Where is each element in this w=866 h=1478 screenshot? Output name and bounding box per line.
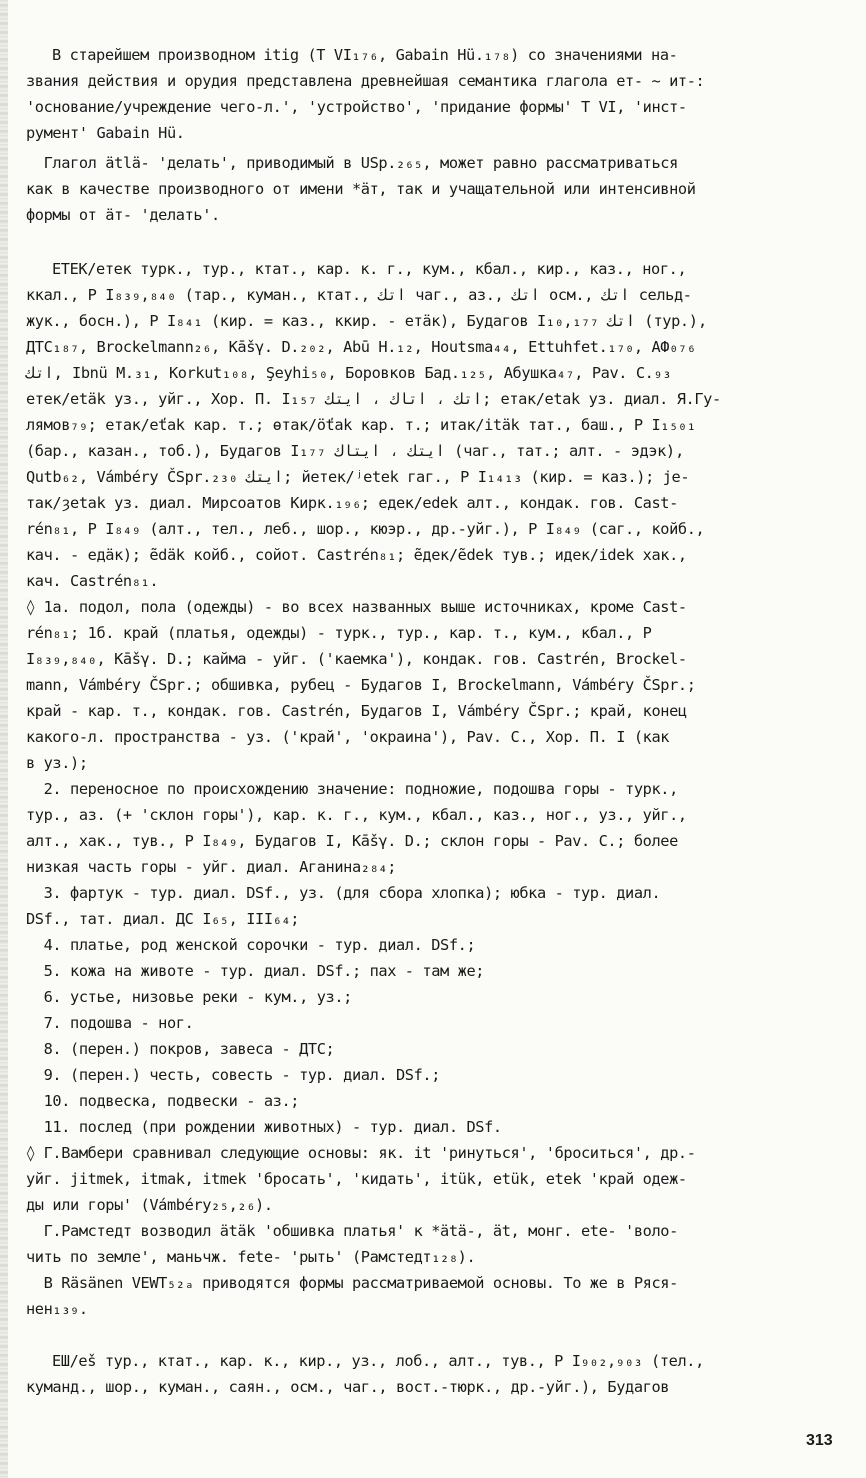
text-line: нен₁₃₉. — [26, 1300, 88, 1318]
text-line: румент' Gabain Hü. — [26, 124, 185, 142]
text-line: Глагол ätlä- 'делать', приводимый в USp.₂₆₅, может равно рассматриваться — [26, 154, 678, 172]
text-line: Qutb₆₂, Vámbéry ČSpr.₂₃₀ ايتك; йетек/ʲetek гаг., Р I₁₄₁₃ (кир. = каз.); je- — [26, 468, 690, 486]
text-line: DSf., тат. диал. ДС I₆₅, III₆₄; — [26, 910, 300, 928]
text-line: В Räsänen VEWT₅₂ₐ приводятся формы рассматриваемой основы. То же в Ряся- — [26, 1274, 678, 1292]
text-line: 10. подвеска, подвески - аз.; — [26, 1092, 300, 1110]
text-line: 2. переносное по происхождению значение: подножие, подошва горы - турк., — [26, 780, 678, 798]
text-line: В старейшем производном itig (Т VI₁₇₆, Gabain Hü.₁₇₈) со значениями на- — [52, 46, 678, 64]
text-line: ДТС₁₈₇, Brockelmann₂₆, Kāšγ. D.₂₀₂, Abū H.₁₂, Houtsma₄₄, Ettuhfet.₁₇₀, АФ₀₇₆ — [26, 338, 696, 356]
text-line: жук., босн.), Р I₈₄₁ (кир. = каз., ккир. - етäк), Будагов I₁₀,₁₇₇ اتك (тур.), — [26, 312, 708, 330]
text-line: 8. (перен.) покров, завеса - ДТС; — [26, 1040, 335, 1058]
text-line: rén₈₁, Р I₈₄₉ (алт., тел., леб., шор., кюэр., др.-уйг.), Р I₈₄₉ (саг., койб., — [26, 520, 705, 538]
entry-header-line: ЕШ/eš тур., ктат., кар. к., кир., уз., лоб., алт., тув., Р I₉₀₂,₉₀₃ (тел., — [52, 1352, 704, 1370]
text-line: звания действия и орудия представлена древнейшая семантика глагола ет- ~ ит-: — [26, 72, 705, 90]
text-line: rén₈₁; 1б. край (платья, одежды) - турк., тур., кар. т., кум., кбал., Р — [26, 624, 652, 642]
text-line: алт., хак., тув., Р I₈₄₉, Будагов I, Kāšγ. D.; склон горы - Pav. C.; более — [26, 832, 678, 850]
entry-header-line: ЕТЕК/етек турк., тур., ктат., кар. к. г., кум., кбал., кир., каз., ног., — [52, 260, 687, 278]
text-line: ды или горы' (Vámbéry₂₅,₂₆). — [26, 1196, 273, 1214]
text-line: 'основание/учреждение чего-л.', 'устройство', 'придание формы' Т VI, 'инст- — [26, 98, 687, 116]
text-line: край - кар. т., кондак. гов. Castrén, Будагов I, Vámbéry ČSpr.; край, конец — [26, 702, 687, 720]
text-line: ◊ 1а. подол, пола (одежды) - во всех названных выше источниках, кроме Cast- — [26, 598, 687, 616]
text-line: как в качестве производного от имени *äт, так и учащательной или интенсивной — [26, 180, 696, 198]
text-line: I₈₃₉,₈₄₀, Kāšγ. D.; кайма - уйг. ('каемка'), кондак. гов. Castrén, Brockel- — [26, 650, 687, 668]
text-line: в уз.); — [26, 754, 88, 772]
text-line: ккал., Р I₈₃₉,₈₄₀ (тар., куман., ктат., اتك чаг., аз., اتك осм., اتك сельд- — [26, 286, 692, 304]
text-line: mann, Vámbéry ČSpr.; обшивка, рубец - Будагов I, Brockelmann, Vámbéry ČSpr.; — [26, 676, 696, 694]
text-line: кач. Castrén₈₁. — [26, 572, 159, 590]
text-line: кач. - едäк); ẽdäk койб., сойот. Castrén₈₁; ẽдек/ẽdek тув.; идек/idek хак., — [26, 546, 687, 564]
text-line: уйг. jitmek, itmak, itmek 'бросать', 'кидать', itük, etük, etek 'край одеж- — [26, 1170, 687, 1188]
text-line: 9. (перен.) честь, совесть - тур. диал. DSf.; — [26, 1066, 441, 1084]
text-line: формы от äт- 'делать'. — [26, 206, 220, 224]
text-line: ◊ Г.Вамбери сравнивал следующие основы: як. it 'ринуться', 'броситься', др.- — [26, 1144, 696, 1162]
text-line: низкая часть горы - уйг. диал. Аганина₂₈₄; — [26, 858, 396, 876]
text-line: етек/etäk уз., уйг., Хор. П. I₁₅₇ اتك ، اتاك ، ايتك; етак/etak уз. диал. Я.Гу- — [26, 390, 721, 408]
text-line: какого-л. пространства - уз. ('край', 'окраина'), Pav. C., Хор. П. I (как — [26, 728, 670, 746]
page-number: 313 — [806, 1432, 833, 1449]
text-line: Г.Рамстедт возводил ätäk 'обшивка платья' к *ätä-, ät, монг. ete- 'воло- — [26, 1222, 678, 1240]
text-line: 6. устье, низовье реки - кум., уз.; — [26, 988, 352, 1006]
text-line: 5. кожа на животе - тур. диал. DSf.; пах - там же; — [26, 962, 485, 980]
text-line: тур., аз. (+ 'склон горы'), кар. к. г., кум., кбал., каз., ног., уз., уйг., — [26, 806, 687, 824]
text-line: чить по земле', маньчж. fete- 'рыть' (Рамстедт₁₂₈). — [26, 1248, 476, 1266]
text-line: лямов₇₉; етак/eťak кар. т.; өтак/öťak кар. т.; итак/itäk тат., баш., Р I₁₅₀₁ — [26, 416, 696, 434]
text-line: 4. платье, род женской сорочки - тур. диал. DSf.; — [26, 936, 476, 954]
text-line: اتك, Ibnü M.₃₁, Korkut₁₀₈, Şeyhi₅₀, Боровков Бад.₁₂₅, Абушка₄₇, Pav. C.₉₃ — [26, 364, 672, 382]
text-line: куманд., шор., куман., саян., осм., чаг., вост.-тюрк., др.-уйг.), Будагов — [26, 1378, 670, 1396]
text-line: (бар., казан., тоб.), Будагов I₁₇₇ ايتك ، ايتاك (чаг., тат.; алт. - эдэк), — [26, 442, 685, 460]
text-line: 7. подошва - ног. — [26, 1014, 194, 1032]
text-line: так/ȝetak уз. диал. Мирсоатов Кирк.₁₉₆; едек/edek алт., кондак. гов. Cast- — [26, 494, 678, 512]
text-line: 11. послед (при рождении животных) - тур. диал. DSf. — [26, 1118, 502, 1136]
text-line: 3. фартук - тур. диал. DSf., уз. (для сбора хлопка); юбка - тур. диал. — [26, 884, 661, 902]
